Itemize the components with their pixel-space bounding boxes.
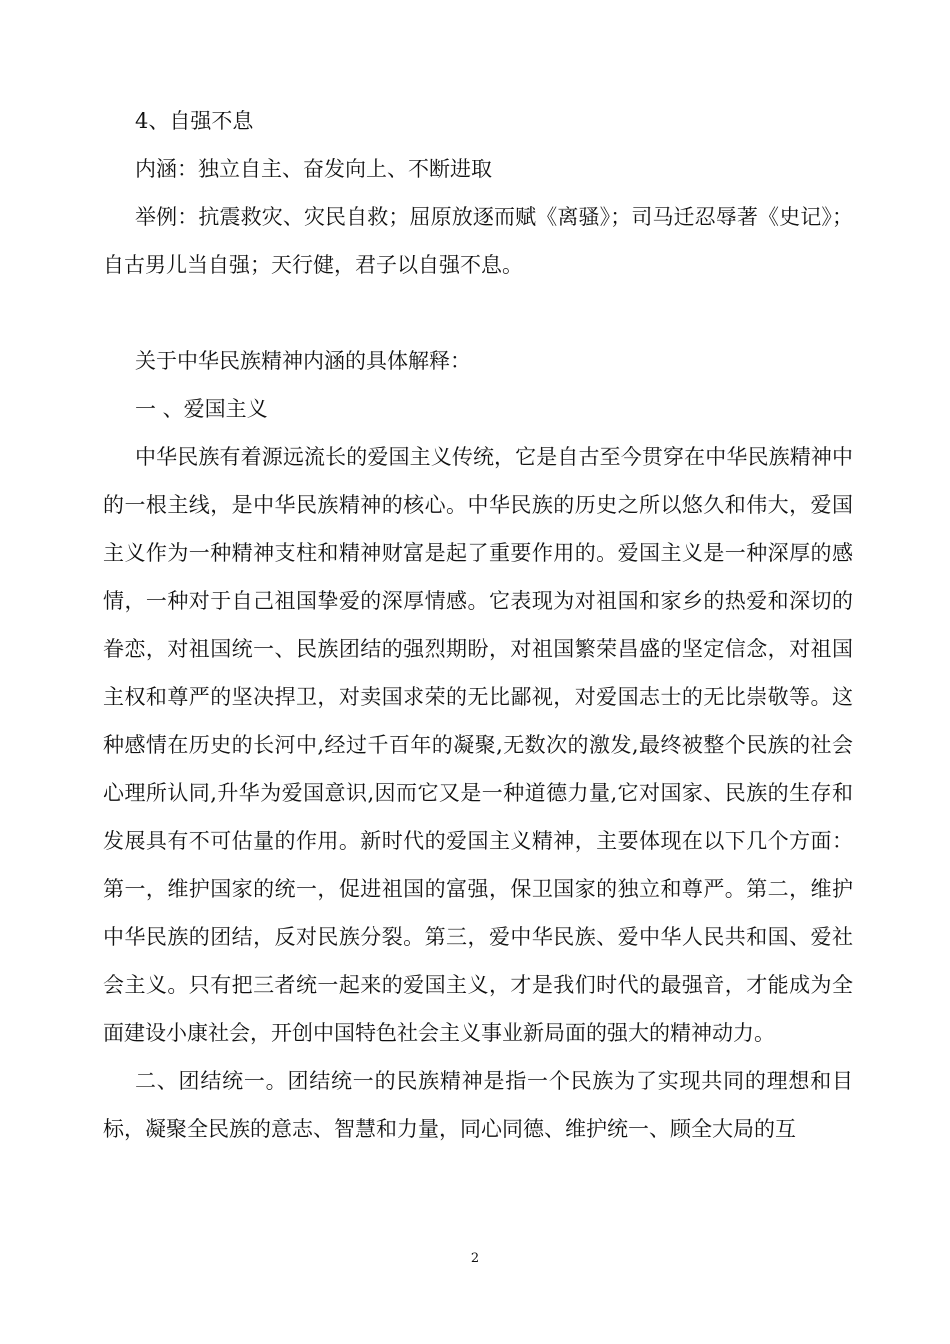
paragraph-examples: 举例：抗震救灾、灾民自救；屈原放逐而赋《离骚》；司马迁忍辱著《史记》；自古男儿当自强；天行健，君子以自强不息。 — [103, 205, 853, 277]
paragraph-patriotism: 中华民族有着源远流长的爱国主义传统，它是自古至今贯穿在中华民族精神中的一根主线，是中华民族精神的核心。中华民族的历史之所以悠久和伟大，爱国主义作为一种精神支柱和精神财富是起了重要作用的。爱国主义是一种深厚的感情，一种对于自己祖国挚爱的深厚情感。它表现为对祖国和家乡的热爱和深切的眷恋，对祖国统一、民族团结的强烈期盼，对祖国繁荣昌盛的坚定信念，对祖国主权和尊严的坚决捍卫，对卖国求荣的无比鄙视，对爱国志士的无比崇敬等。这种感情在历史的长河中,经过千百年的凝聚,无数次的激发,最终被整个民族的社会心理所认同,升华为爱国意识,因而它又是一种道德力量,它对国家、民族的生存和发展具有不可估量的作用。新时代的爱国主义精神，主要体现在以下几个方面：第一，维护国家的统一，促进祖国的富强，保卫国家的独立和尊严。第二，维护中华民族的团结，反对民族分裂。第三，爱中华民族、爱中华人民共和国、爱社会主义。只有把三者统一起来的爱国主义，才是我们时代的最强音，才能成为全面建设小康社会，开创中国特色社会主义事业新局面的强大的精神动力。 — [103, 445, 853, 1045]
document-body — [103, 97, 853, 1153]
heading-patriotism: 一 、爱国主义 — [135, 397, 268, 421]
blank-line — [103, 289, 853, 337]
paragraph-connotation: 内涵：独立自主、奋发向上、不断进取 — [135, 157, 492, 181]
heading-self-improvement: 4、自强不息 — [135, 109, 254, 133]
paragraph-unity: 二、团结统一。团结统一的民族精神是指一个民族为了实现共同的理想和目标，凝聚全民族的意志、智慧和力量，同心同德、维护统一、顾全大局的互 — [103, 1069, 853, 1141]
page-number: 2 — [470, 1251, 480, 1266]
paragraph-intro: 关于中华民族精神内涵的具体解释： — [135, 349, 471, 373]
